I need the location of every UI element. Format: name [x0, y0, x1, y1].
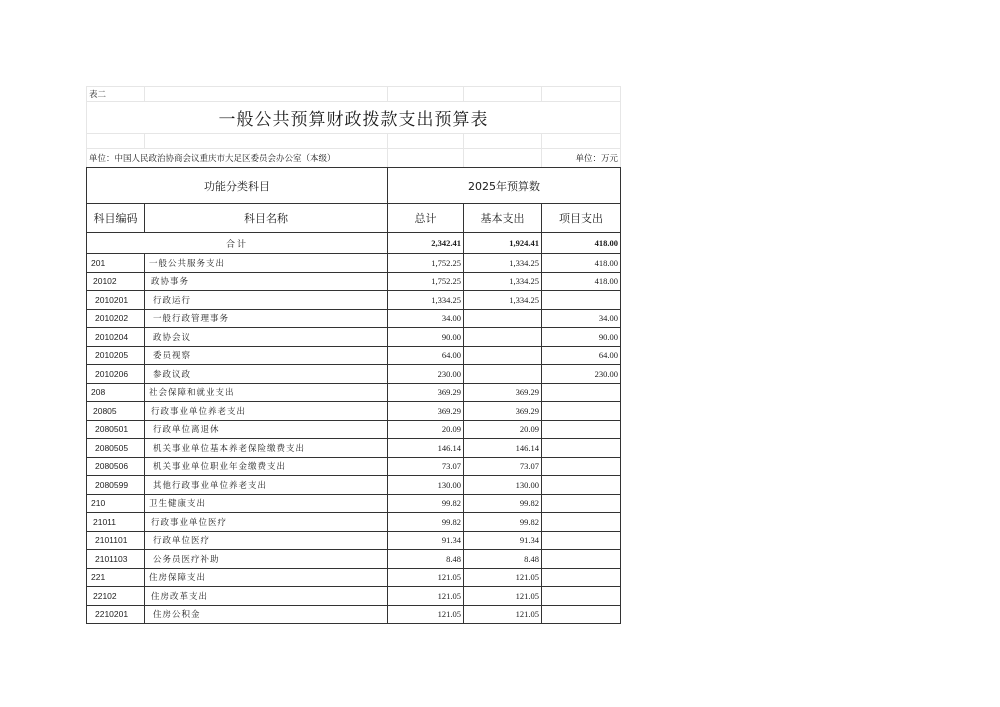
row-total: 8.48	[388, 550, 464, 569]
row-name: 住房改革支出	[145, 587, 388, 606]
row-basic: 146.14	[464, 439, 542, 458]
unit-label: 单位：中国人民政治协商会议重庆市大足区委员会办公室（本级）	[87, 149, 388, 168]
table-row	[87, 272, 621, 291]
row-code: 2101103	[87, 550, 145, 569]
row-project	[542, 494, 621, 513]
row-basic	[464, 365, 542, 384]
row-project	[542, 402, 621, 421]
row-code: 221	[87, 568, 145, 587]
table-row	[87, 291, 621, 310]
row-basic	[464, 328, 542, 347]
table-row	[87, 476, 621, 495]
row-project: 418.00	[542, 254, 621, 273]
row-code: 2010206	[87, 365, 145, 384]
table-row	[87, 513, 621, 532]
row-project	[542, 439, 621, 458]
header-total: 总计	[388, 204, 464, 233]
row-basic: 1,334.25	[464, 272, 542, 291]
row-project	[542, 587, 621, 606]
row-total: 99.82	[388, 494, 464, 513]
table-row	[87, 550, 621, 569]
row-total: 1,752.25	[388, 254, 464, 273]
row-project	[542, 383, 621, 402]
row-project	[542, 420, 621, 439]
row-name: 一般公共服务支出	[145, 254, 388, 273]
page-title: 一般公共预算财政拨款支出预算表	[87, 102, 621, 134]
row-name: 住房保障支出	[145, 568, 388, 587]
table-row	[87, 383, 621, 402]
row-code: 2010204	[87, 328, 145, 347]
header-budget-year: 2025年预算数	[388, 168, 621, 204]
row-basic: 121.05	[464, 587, 542, 606]
total-label: 合计	[87, 233, 388, 254]
row-project	[542, 513, 621, 532]
row-total: 90.00	[388, 328, 464, 347]
row-project	[542, 476, 621, 495]
row-basic: 369.29	[464, 383, 542, 402]
row-name: 政协会议	[145, 328, 388, 347]
header-func-class: 功能分类科目	[87, 168, 388, 204]
table-row	[87, 254, 621, 273]
row-code: 20805	[87, 402, 145, 421]
row-basic: 121.05	[464, 605, 542, 624]
row-total: 121.05	[388, 605, 464, 624]
currency-unit: 单位：万元	[542, 149, 621, 168]
total-sum: 2,342.41	[388, 233, 464, 254]
row-total: 121.05	[388, 587, 464, 606]
row-basic: 1,334.25	[464, 254, 542, 273]
row-code: 2101101	[87, 531, 145, 550]
row-total: 230.00	[388, 365, 464, 384]
table-row	[87, 605, 621, 624]
table-row	[87, 494, 621, 513]
row-code: 2080505	[87, 439, 145, 458]
table-row	[87, 365, 621, 384]
row-project: 230.00	[542, 365, 621, 384]
total-basic: 1,924.41	[464, 233, 542, 254]
row-total: 369.29	[388, 402, 464, 421]
table-row	[87, 402, 621, 421]
row-total: 34.00	[388, 309, 464, 328]
row-code: 2080506	[87, 457, 145, 476]
row-project: 418.00	[542, 272, 621, 291]
total-row	[87, 233, 621, 254]
row-project	[542, 550, 621, 569]
row-name: 机关事业单位基本养老保险缴费支出	[145, 439, 388, 458]
row-name: 公务员医疗补助	[145, 550, 388, 569]
row-name: 政协事务	[145, 272, 388, 291]
header-name: 科目名称	[145, 204, 388, 233]
row-project	[542, 531, 621, 550]
row-basic: 99.82	[464, 494, 542, 513]
row-project	[542, 605, 621, 624]
row-total: 130.00	[388, 476, 464, 495]
row-code: 20102	[87, 272, 145, 291]
row-code: 201	[87, 254, 145, 273]
header-code: 科目编码	[87, 204, 145, 233]
row-code: 2010205	[87, 346, 145, 365]
row-total: 146.14	[388, 439, 464, 458]
row-code: 22102	[87, 587, 145, 606]
row-code: 2010201	[87, 291, 145, 310]
row-name: 行政单位医疗	[145, 531, 388, 550]
row-project: 90.00	[542, 328, 621, 347]
budget-table	[86, 86, 621, 624]
table-number: 表二	[87, 87, 145, 102]
row-total: 91.34	[388, 531, 464, 550]
row-basic: 8.48	[464, 550, 542, 569]
row-total: 64.00	[388, 346, 464, 365]
row-name: 机关事业单位职业年金缴费支出	[145, 457, 388, 476]
table-row	[87, 568, 621, 587]
row-name: 行政单位离退休	[145, 420, 388, 439]
row-name: 行政运行	[145, 291, 388, 310]
header-basic: 基本支出	[464, 204, 542, 233]
table-row	[87, 328, 621, 347]
row-name: 住房公积金	[145, 605, 388, 624]
row-code: 2210201	[87, 605, 145, 624]
row-basic: 91.34	[464, 531, 542, 550]
row-name: 卫生健康支出	[145, 494, 388, 513]
row-total: 20.09	[388, 420, 464, 439]
total-project: 418.00	[542, 233, 621, 254]
row-name: 行政事业单位医疗	[145, 513, 388, 532]
row-total: 1,334.25	[388, 291, 464, 310]
table-row	[87, 309, 621, 328]
row-code: 21011	[87, 513, 145, 532]
table-row	[87, 457, 621, 476]
row-name: 社会保障和就业支出	[145, 383, 388, 402]
row-project	[542, 568, 621, 587]
table-row	[87, 420, 621, 439]
row-code: 2080599	[87, 476, 145, 495]
row-basic: 130.00	[464, 476, 542, 495]
row-name: 其他行政事业单位养老支出	[145, 476, 388, 495]
row-name: 行政事业单位养老支出	[145, 402, 388, 421]
row-code: 208	[87, 383, 145, 402]
table-row	[87, 346, 621, 365]
row-total: 121.05	[388, 568, 464, 587]
table-row	[87, 439, 621, 458]
row-code: 210	[87, 494, 145, 513]
row-basic: 73.07	[464, 457, 542, 476]
row-total: 1,752.25	[388, 272, 464, 291]
row-name: 一般行政管理事务	[145, 309, 388, 328]
row-basic: 99.82	[464, 513, 542, 532]
table-row	[87, 587, 621, 606]
row-code: 2010202	[87, 309, 145, 328]
row-basic	[464, 309, 542, 328]
budget-sheet	[86, 86, 620, 624]
row-name: 参政议政	[145, 365, 388, 384]
row-project	[542, 457, 621, 476]
row-total: 369.29	[388, 383, 464, 402]
row-name: 委员视察	[145, 346, 388, 365]
table-row	[87, 531, 621, 550]
row-basic	[464, 346, 542, 365]
row-basic: 369.29	[464, 402, 542, 421]
header-project: 项目支出	[542, 204, 621, 233]
row-basic: 121.05	[464, 568, 542, 587]
row-project	[542, 291, 621, 310]
row-total: 73.07	[388, 457, 464, 476]
row-code: 2080501	[87, 420, 145, 439]
row-project: 64.00	[542, 346, 621, 365]
row-basic: 20.09	[464, 420, 542, 439]
row-project: 34.00	[542, 309, 621, 328]
row-total: 99.82	[388, 513, 464, 532]
row-basic: 1,334.25	[464, 291, 542, 310]
